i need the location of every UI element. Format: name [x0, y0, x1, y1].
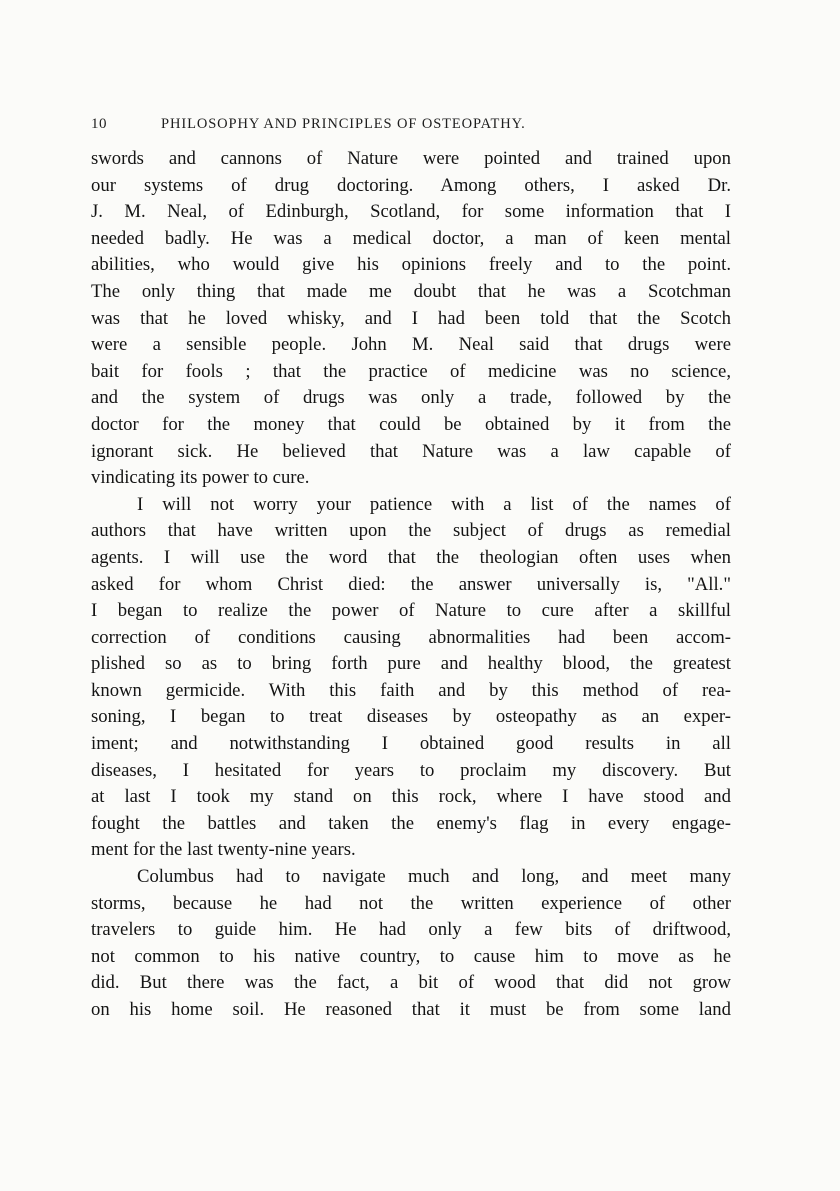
text-line: vindicating its power to cure.	[91, 467, 310, 489]
text-line: The only thing that made me doubt that he was a Scotchman	[91, 280, 731, 302]
text-line: our systems of drug doctoring. Among others, I asked Dr.	[91, 174, 731, 196]
text-line: fought the battles and taken the enemy's flag in every engage-	[91, 812, 731, 834]
text-line: agents. I will use the word that the theologian often uses when	[91, 546, 731, 568]
text-line: ignorant sick. He believed that Nature was a law capable of	[91, 440, 731, 462]
text-line: needed badly. He was a medical doctor, a man of keen mental	[91, 227, 731, 249]
text-line: authors that have written upon the subject of drugs as remedial	[91, 520, 731, 542]
text-line: I will not worry your patience with a list of the names of	[137, 493, 731, 515]
text-line: travelers to guide him. He had only a few bits of driftwood,	[91, 919, 731, 941]
text-line: were a sensible people. John M. Neal said that drugs were	[91, 334, 731, 356]
text-line: did. But there was the fact, a bit of wood that did not grow	[91, 972, 731, 994]
text-line: and the system of drugs was only a trade, followed by the	[91, 387, 731, 409]
text-line: storms, because he had not the written experience of other	[91, 892, 731, 914]
text-line: diseases, I hesitated for years to proclaim my discovery. But	[91, 759, 731, 781]
running-header	[91, 116, 731, 133]
text-line: Columbus had to navigate much and long, and meet many	[137, 866, 731, 888]
text-line: bait for fools ; that the practice of medicine was no science,	[91, 360, 731, 382]
text-line: iment; and notwithstanding I obtained good results in all	[91, 733, 731, 755]
text-line: correction of conditions causing abnormalities had been accom-	[91, 626, 731, 648]
text-line: was that he loved whisky, and I had been told that the Scotch	[91, 307, 731, 329]
text-line: asked for whom Christ died: the answer universally is, "All."	[91, 573, 731, 595]
text-line: J. M. Neal, of Edinburgh, Scotland, for some information that I	[91, 201, 731, 223]
text-line: abilities, who would give his opinions freely and to the point.	[91, 254, 731, 276]
text-line: known germicide. With this faith and by this method of rea-	[91, 679, 731, 701]
text-line: doctor for the money that could be obtained by it from the	[91, 413, 731, 435]
text-line: ment for the last twenty-nine years.	[91, 839, 356, 861]
text-line: on his home soil. He reasoned that it must be from some land	[91, 999, 731, 1020]
body-text	[91, 146, 731, 1024]
text-line: I began to realize the power of Nature to cure after a skillful	[91, 600, 731, 622]
text-line: at last I took my stand on this rock, where I have stood and	[91, 786, 731, 808]
text-line: not common to his native country, to cause him to move as he	[91, 945, 731, 967]
page-number: 10	[91, 116, 107, 132]
running-title: PHILOSOPHY AND PRINCIPLES OF OSTEOPATHY.	[161, 116, 526, 132]
text-line: swords and cannons of Nature were pointed and trained upon	[91, 148, 731, 169]
text-line: plished so as to bring forth pure and healthy blood, the greatest	[91, 653, 731, 675]
text-line: soning, I began to treat diseases by osteopathy as an exper-	[91, 706, 731, 728]
